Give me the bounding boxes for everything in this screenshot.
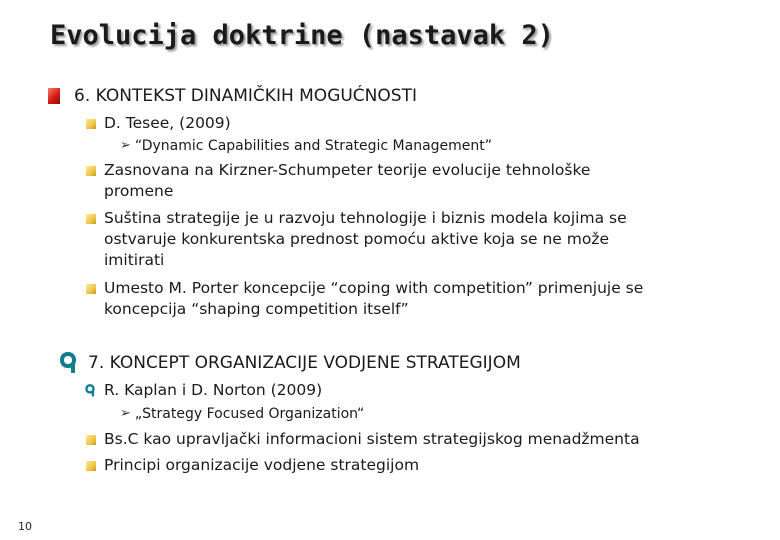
yellow-square-bullet-icon xyxy=(86,214,96,224)
section-6-point-1 xyxy=(86,160,590,202)
section-6-point-2 xyxy=(86,208,627,271)
section-6-point-3 xyxy=(86,278,643,320)
slide-title: Evolucija doktrine (nastavak 2) xyxy=(50,20,554,51)
point-text: Zasnovana na Kirzner-Schumpeter teorije evolucije tehnološke promene xyxy=(104,161,591,200)
section-7-heading: 7. KONCEPT ORGANIZACIJE VODJENE STRATEGIJOM xyxy=(88,353,521,373)
point-text: Umesto M. Porter koncepcije “coping with competition” primenjuje se koncepcija “shaping competition itself” xyxy=(104,279,644,318)
section-6-author: D. Tesee, (2009) xyxy=(104,114,231,132)
point-text: Bs.C kao upravljački informacioni sistem strategijskog menadžmenta xyxy=(104,430,640,448)
yellow-square-bullet-icon xyxy=(86,435,96,445)
q-bullet-icon xyxy=(84,383,96,397)
yellow-square-bullet-icon xyxy=(86,284,96,294)
section-6-work-row xyxy=(120,137,492,155)
section-7-heading-row xyxy=(58,352,521,374)
q-bullet-icon xyxy=(58,350,78,374)
section-6-heading-row xyxy=(48,85,417,107)
section-6-work: “Dynamic Capabilities and Strategic Management” xyxy=(134,138,493,154)
section-6-heading: 6. KONTEKST DINAMIČKIH MOGUĆNOSTI xyxy=(74,86,417,106)
section-6-author-row xyxy=(86,113,231,134)
yellow-square-bullet-icon xyxy=(86,461,96,471)
page-number: 10 xyxy=(18,520,32,533)
yellow-square-bullet-icon xyxy=(86,166,96,176)
section-7-point-2 xyxy=(86,455,419,476)
section-7-work: „Strategy Focused Organization“ xyxy=(134,406,365,422)
point-text: Suština strategije je u razvoju tehnologije i biznis modela kojima se ostvaruje konkurentska prednost pomoću aktive koja se ne može imitirati xyxy=(104,209,627,269)
arrow-bullet-icon: ➢ xyxy=(120,138,131,153)
point-text: Principi organizacije vodjene strategijom xyxy=(104,456,420,474)
arrow-bullet-icon: ➢ xyxy=(120,406,131,421)
section-7-author-row xyxy=(84,380,322,401)
section-7-work-row xyxy=(120,405,364,423)
section-7-point-1 xyxy=(86,429,640,450)
yellow-square-bullet-icon xyxy=(86,119,96,129)
section-7-author: R. Kaplan i D. Norton (2009) xyxy=(104,381,323,399)
red-square-bullet-icon xyxy=(48,88,60,104)
